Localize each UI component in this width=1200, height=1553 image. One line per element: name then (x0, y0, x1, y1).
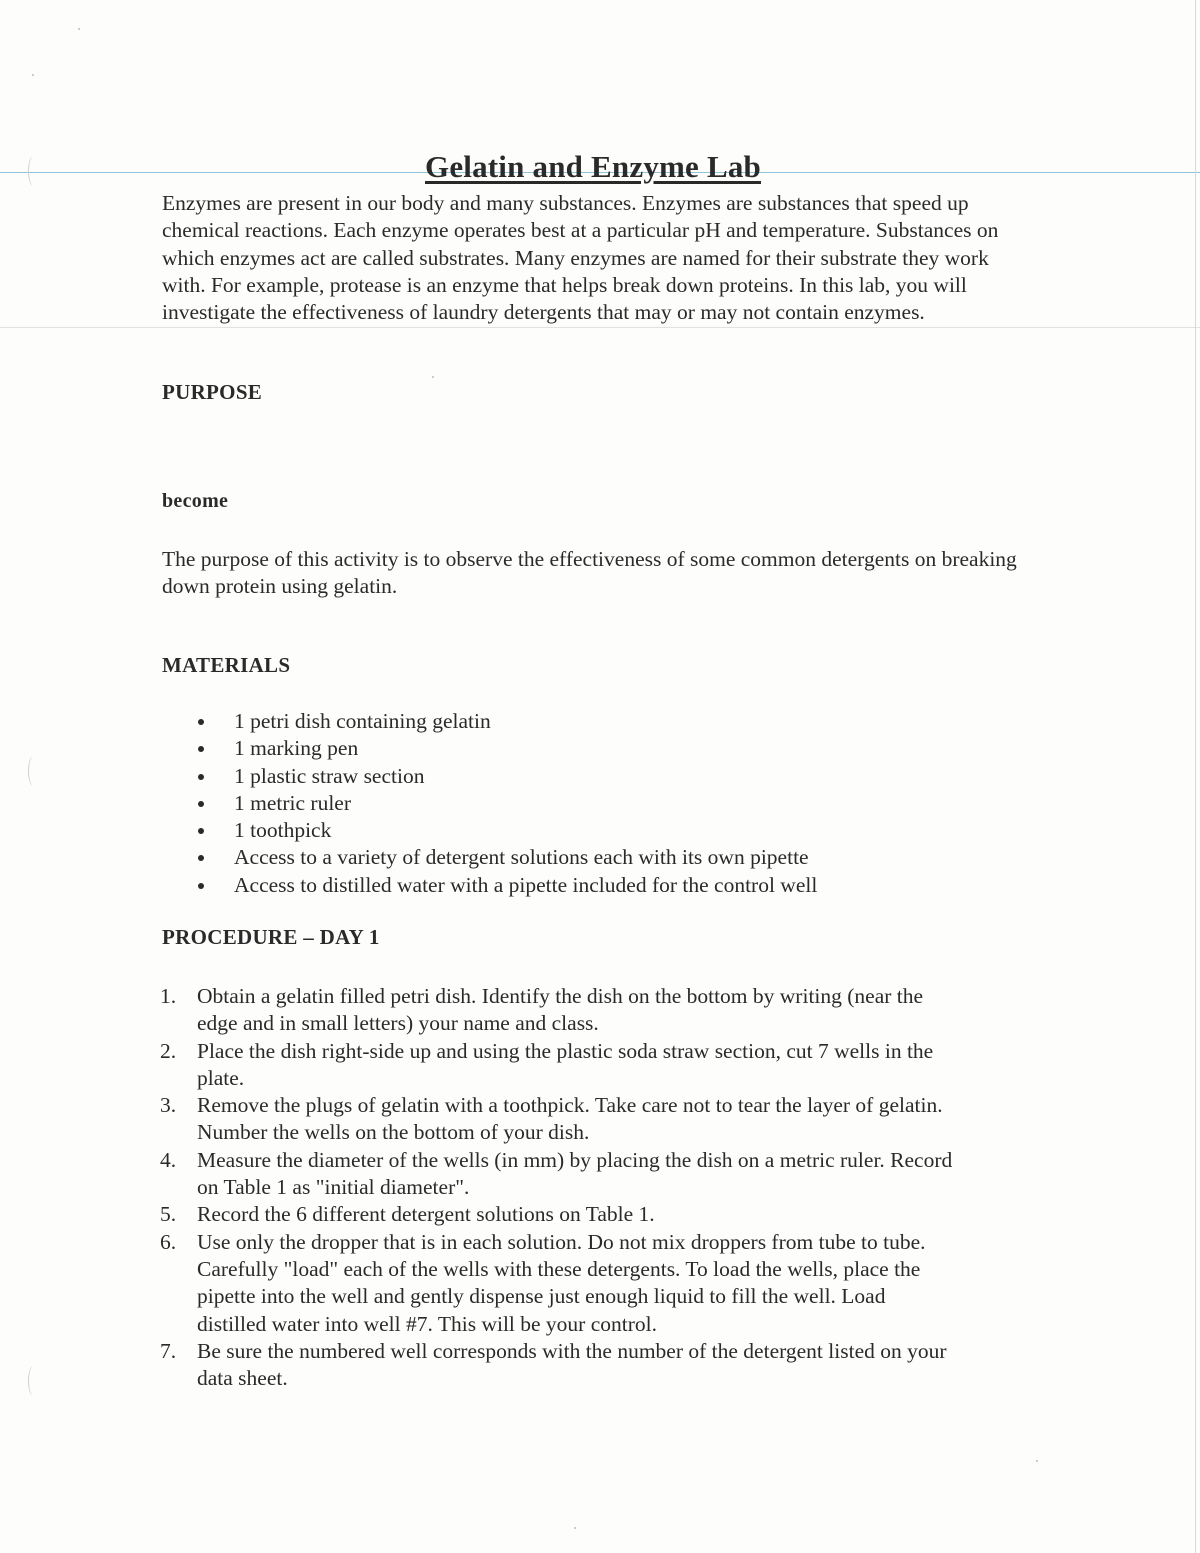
punch-hole-mark (28, 756, 39, 786)
materials-heading: MATERIALS (162, 653, 291, 677)
purpose-paragraph: The purpose of this activity is to observe the effectiveness of some common detergents on breaking down protein using gelatin. (162, 547, 1017, 598)
step-number: 6. (160, 1229, 177, 1254)
step-text: Remove the plugs of gelatin with a toothpick. Take care not to tear the layer of gelatin. Number the wells on the bottom of your dish. (197, 1093, 943, 1145)
scan-speck (1036, 1460, 1038, 1462)
step-number: 4. (160, 1147, 177, 1172)
materials-item (196, 872, 817, 899)
procedure-step (160, 1092, 957, 1147)
scan-line-grey (0, 327, 1200, 328)
bullet-icon (198, 855, 204, 861)
bullet-icon (198, 719, 204, 725)
step-text: Obtain a gelatin filled petri dish. Identify the dish on the bottom by writing (near the edge and in small letters) your name and class. (197, 984, 924, 1036)
materials-item (196, 763, 817, 790)
step-text: Place the dish right-side up and using the plastic soda straw section, cut 7 wells in the plate. (197, 1038, 934, 1090)
materials-item (196, 790, 817, 817)
scan-speck (432, 376, 434, 378)
bullet-icon (198, 774, 204, 780)
step-text: Use only the dropper that is in each solution. Do not mix droppers from tube to tube. Carefully "load" each of the wells with these detergents. To load the wells, place the pipette into the well and gently dispense just enough liquid to fill the well. Load distilled water into well #7. This will be your control. (197, 1229, 926, 1336)
procedure-step (160, 1229, 957, 1338)
materials-item-text: 1 petri dish containing gelatin (234, 709, 491, 733)
procedure-step (160, 1038, 957, 1093)
procedure-heading: PROCEDURE – DAY 1 (162, 925, 380, 949)
materials-item (196, 708, 817, 735)
procedure-step (160, 1147, 957, 1202)
materials-item-text: 1 toothpick (234, 818, 332, 843)
step-number: 3. (160, 1093, 177, 1118)
step-number: 2. (160, 1038, 177, 1063)
scan-speck (78, 28, 80, 30)
purpose-heading: PURPOSE (162, 380, 263, 404)
materials-item (196, 844, 817, 871)
materials-item (196, 817, 817, 844)
procedure-list (160, 983, 957, 1392)
bullet-icon (198, 828, 204, 834)
bullet-icon (198, 801, 204, 807)
purpose-subheading: become (162, 490, 229, 512)
materials-item-text: 1 plastic straw section (234, 763, 425, 788)
materials-list (196, 708, 817, 899)
materials-item-text: 1 marking pen (234, 736, 359, 761)
step-text: Be sure the numbered well corresponds with the number of the detergent listed on your data sheet. (197, 1338, 947, 1391)
materials-item-text: 1 metric ruler (234, 790, 352, 815)
procedure-step (160, 1338, 957, 1393)
step-number: 5. (160, 1202, 177, 1227)
step-number: 1. (160, 984, 177, 1008)
step-text: Measure the diameter of the wells (in mm) by placing the dish on a metric ruler. Record on Table 1 as "initial diameter". (197, 1147, 953, 1200)
punch-hole-mark (28, 1366, 39, 1396)
intro-paragraph: Enzymes are present in our body and many substances. Enzymes are substances that speed up chemical reactions. Each enzyme operates best at a particular pH and temperature. Substances on which enzymes act are called substrates. Many enzymes are named for their substrate they work with. For example, protease is an enzyme that helps break down proteins. In this lab, you will investigate the effectiveness of laundry detergents that may or may not contain enzymes. (162, 191, 999, 325)
page-edge-line (1195, 0, 1196, 1553)
procedure-step (160, 1201, 957, 1228)
materials-item-text: Access to distilled water with a pipette included for the control well (234, 872, 818, 897)
materials-item-text: Access to a variety of detergent solutions each with its own pipette (234, 845, 809, 870)
materials-item (196, 735, 817, 762)
step-number: 7. (160, 1338, 177, 1363)
scan-speck (574, 1527, 576, 1529)
document-title: Gelatin and Enzyme Lab (425, 148, 761, 184)
scan-speck (32, 74, 34, 76)
procedure-step (160, 983, 957, 1038)
bullet-icon (198, 883, 204, 889)
step-text: Record the 6 different detergent solutions on Table 1. (197, 1202, 655, 1227)
bullet-icon (198, 746, 204, 752)
